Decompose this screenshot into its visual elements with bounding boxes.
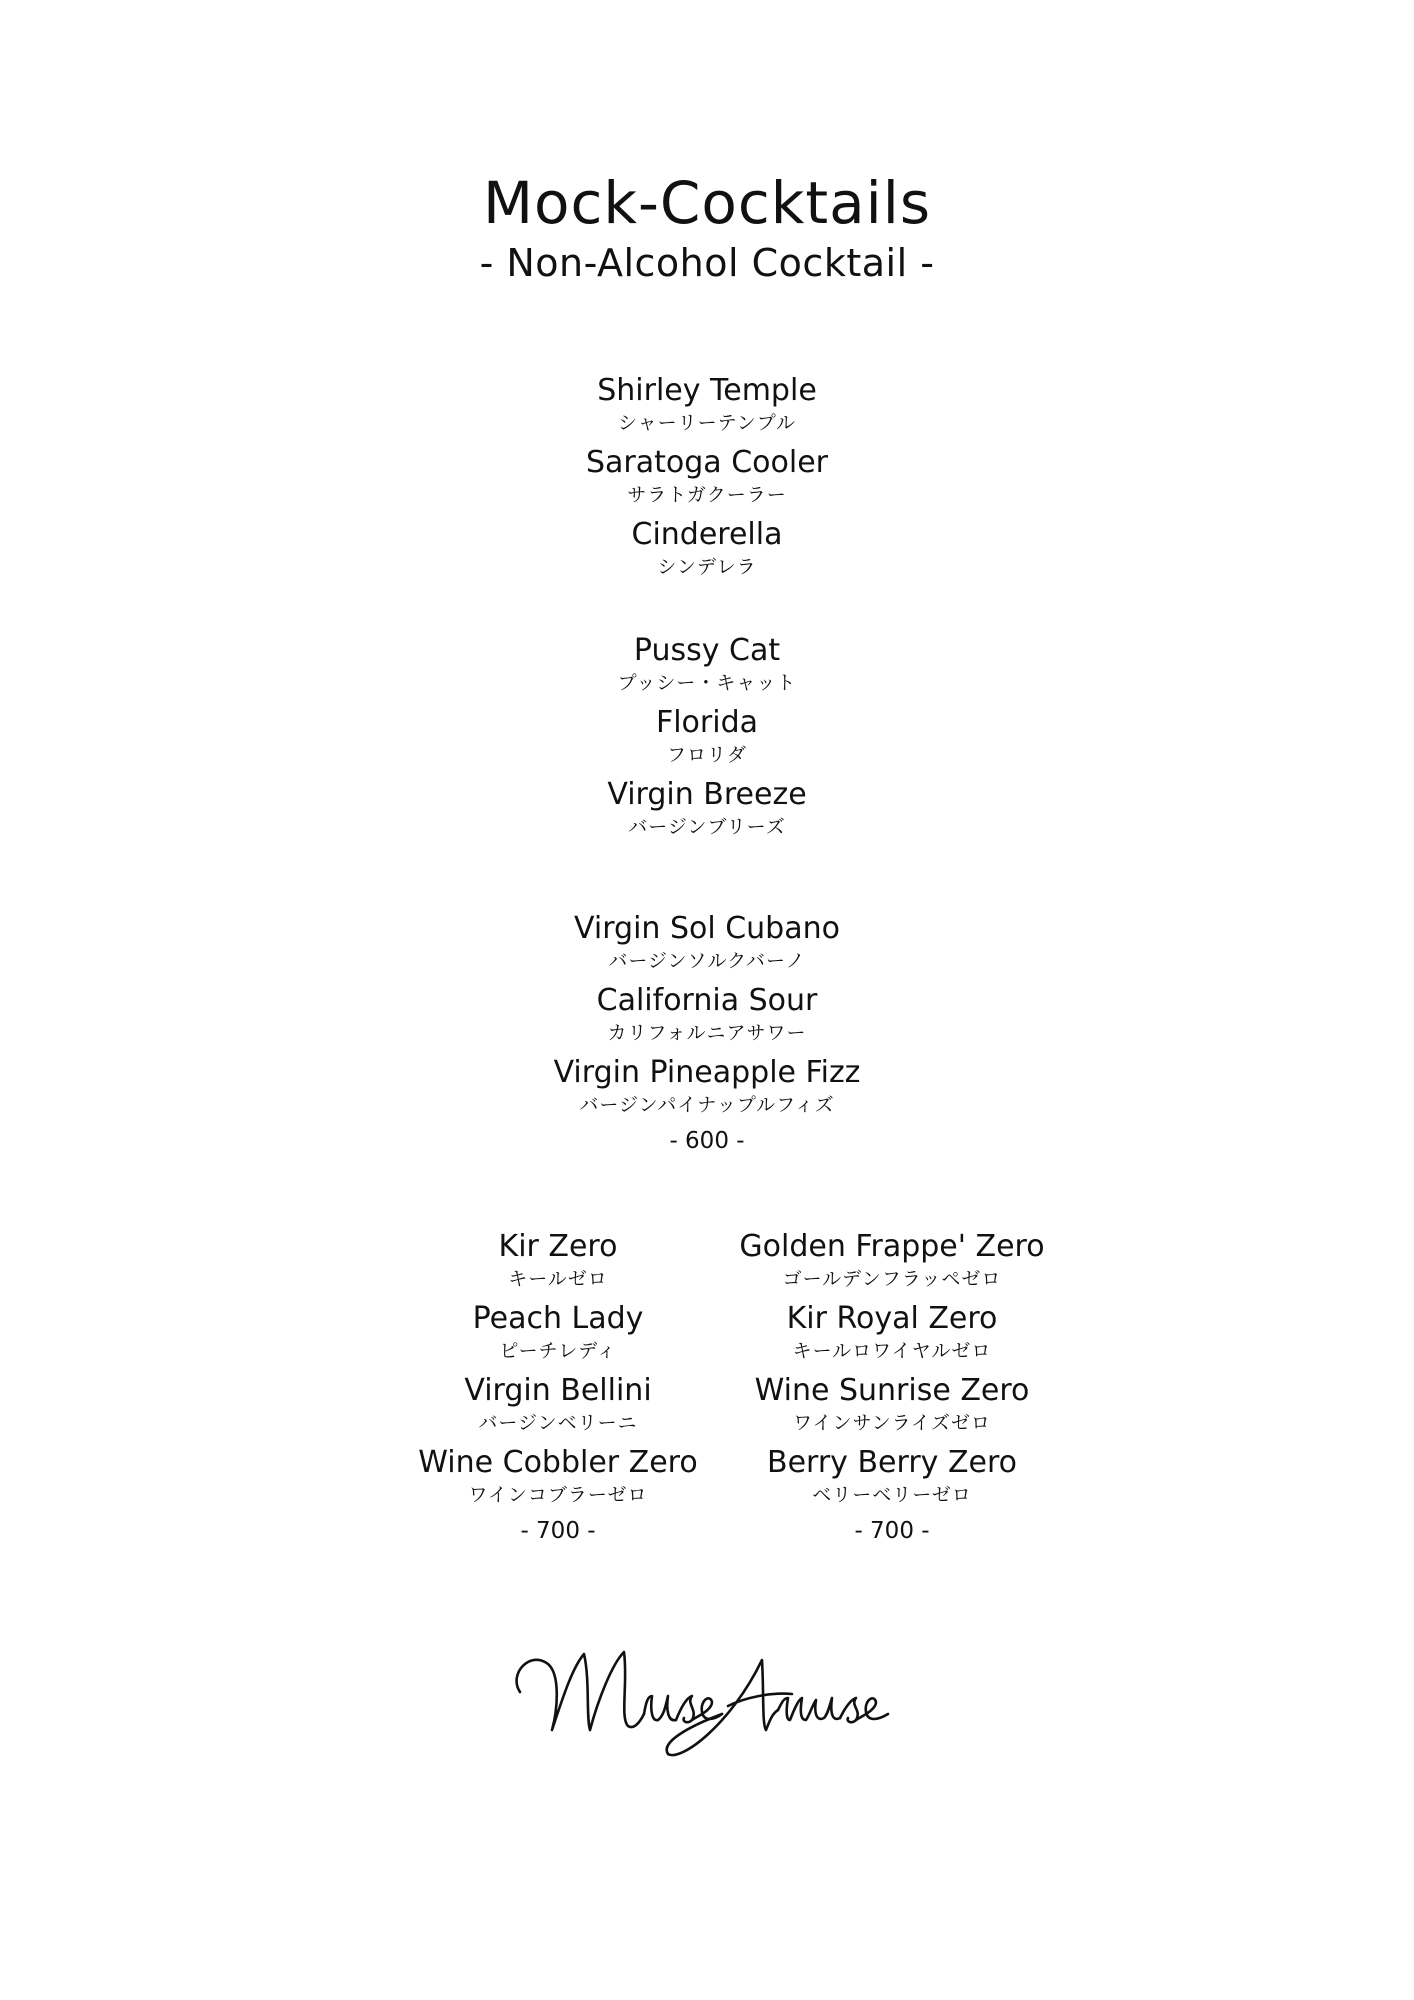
menu-item-name: Peach Lady [472, 1301, 644, 1336]
menu-item [722, 1372, 1062, 1436]
menu-group-1 [407, 372, 1007, 588]
menu-title: Mock-Cocktails [482, 169, 932, 237]
menu-item [407, 982, 1007, 1046]
price-label: - 700 - [520, 1518, 596, 1544]
menu-item-name: Virgin Bellini [464, 1373, 652, 1408]
menu-item [407, 776, 1007, 840]
menu-item [722, 1228, 1062, 1292]
menu-item-name-jp: ピーチレディ [499, 1340, 617, 1362]
menu-group-3 [407, 910, 1007, 1156]
menu-item-name: Florida [655, 705, 759, 740]
menu-item [407, 516, 1007, 580]
menu-group-2 [407, 632, 1007, 848]
menu-item-name-jp: プッシー・キャット [617, 672, 797, 694]
price-label: - 700 - [854, 1518, 930, 1544]
menu-item [407, 372, 1007, 436]
menu-item-name: Saratoga Cooler [585, 445, 828, 480]
menu-item [388, 1444, 728, 1508]
menu-item-name: Virgin Sol Cubano [574, 911, 840, 946]
menu-item-name-jp: バージンパイナップルフィズ [579, 1094, 835, 1116]
menu-item [388, 1300, 728, 1364]
menu-item-name: Cinderella [631, 517, 783, 552]
menu-item [407, 632, 1007, 696]
menu-item-name-jp: ゴールデンフラッペゼロ [782, 1268, 1002, 1290]
menu-item-name-jp: バージンブリーズ [628, 816, 786, 838]
menu-item-name: Shirley Temple [597, 373, 817, 408]
menu-item-name-jp: サラトガクーラー [627, 484, 787, 506]
menu-item [722, 1300, 1062, 1364]
menu-item-name: Wine Cobbler Zero [418, 1445, 698, 1480]
menu-item-name-jp: シンデレラ [657, 556, 757, 578]
signature-logo [500, 1630, 900, 1760]
menu-item-name: Virgin Breeze [607, 777, 807, 812]
menu-item [407, 910, 1007, 974]
price-label: - 600 - [669, 1128, 745, 1154]
menu-item-name-jp: バージンソルクバーノ [608, 950, 806, 972]
menu-item [407, 444, 1007, 508]
menu-subtitle: - Non-Alcohol Cocktail - [479, 241, 935, 285]
menu-item-name-jp: ワインコブラーゼロ [468, 1484, 648, 1506]
menu-item-name: Virgin Pineapple Fizz [553, 1055, 861, 1090]
menu-item-name-jp: キールゼロ [508, 1268, 608, 1290]
menu-item [407, 704, 1007, 768]
menu-item-name-jp: シャーリーテンプル [618, 412, 796, 434]
menu-item [407, 1054, 1007, 1118]
menu-header [0, 168, 1414, 288]
menu-item-name: Kir Royal Zero [786, 1301, 998, 1336]
menu-item-name: Berry Berry Zero [767, 1445, 1017, 1480]
menu-item-name-jp: フロリダ [666, 744, 747, 766]
menu-item-name-jp: キールロワイヤルゼロ [792, 1340, 992, 1362]
menu-item-name-jp: バージンベリーニ [478, 1412, 638, 1434]
menu-item-name: Pussy Cat [633, 633, 781, 668]
menu-item-name: Wine Sunrise Zero [754, 1373, 1030, 1408]
menu-item-name-jp: カリフォルニアサワー [607, 1022, 807, 1044]
menu-group-4-right [722, 1228, 1062, 1546]
menu-item-name: Kir Zero [498, 1229, 618, 1264]
menu-group-4-left [388, 1228, 728, 1546]
menu-item-name: California Sour [596, 983, 818, 1018]
menu-item [388, 1228, 728, 1292]
menu-item-name-jp: ベリーベリーゼロ [812, 1484, 972, 1506]
menu-item [722, 1444, 1062, 1508]
menu-item [388, 1372, 728, 1436]
menu-item-name: Golden Frappe' Zero [739, 1229, 1045, 1264]
menu-item-name-jp: ワインサンライズゼロ [793, 1412, 991, 1434]
